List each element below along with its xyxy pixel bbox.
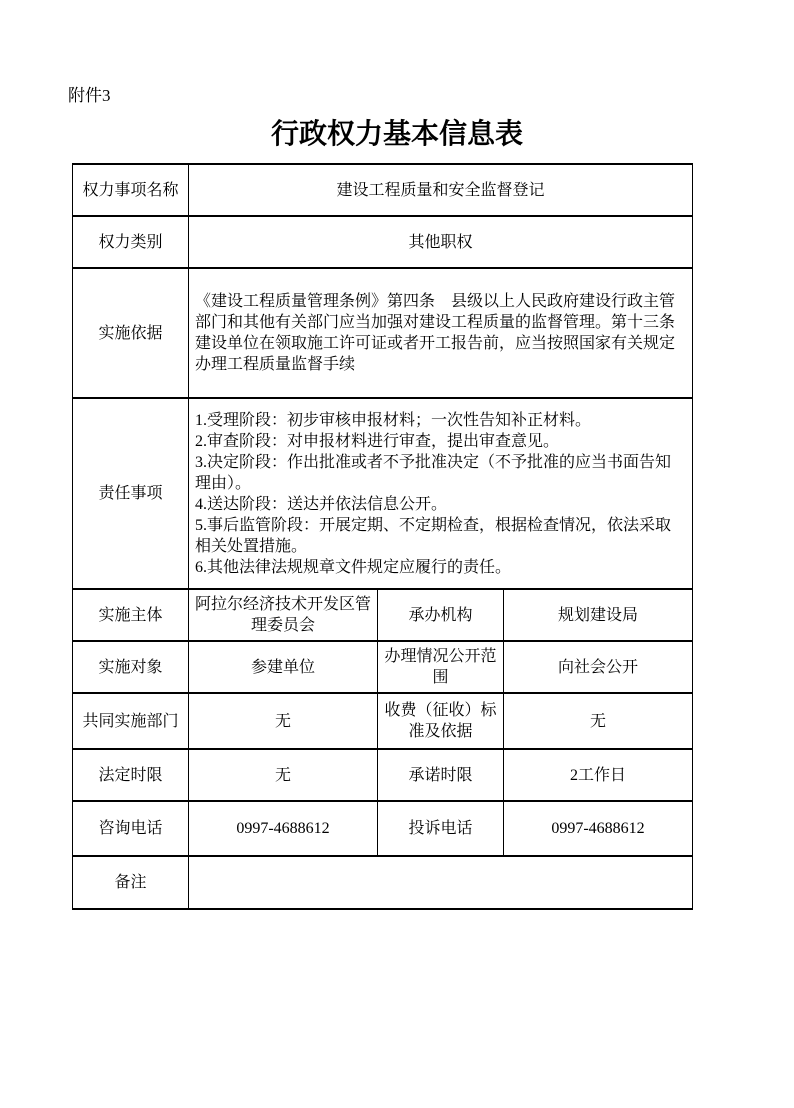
remarks-value: [189, 856, 693, 909]
implementation-basis-label: 实施依据: [73, 268, 189, 398]
table-row: [73, 589, 693, 641]
power-category-label: 权力类别: [73, 216, 189, 268]
info-table: [72, 163, 693, 910]
duty-item-4: 4.送达阶段：送达并依法信息公开。: [195, 495, 448, 513]
promised-time-limit-value: 2工作日: [504, 749, 693, 801]
table-row: [73, 164, 693, 216]
implementation-target-label: 实施对象: [73, 641, 189, 693]
power-item-name-label: 权力事项名称: [73, 164, 189, 216]
fee-standard-label: 收费（征收）标准及依据: [378, 693, 504, 749]
table-row: [73, 268, 693, 398]
handling-agency-label: 承办机构: [378, 589, 504, 641]
table-row: [73, 693, 693, 749]
handling-agency-value: 规划建设局: [504, 589, 693, 641]
page-title: 行政权力基本信息表: [270, 119, 523, 150]
duty-item-5: 5.事后监管阶段：开展定期、不定期检查，根据检查情况，依法采取相关处置措施。: [195, 516, 672, 555]
complaint-phone-value: 0997-4688612: [504, 801, 693, 856]
implementation-basis-value: 《建设工程质量管理条例》第四条 县级以上人民政府建设行政主管部门和其他有关部门应当加强对建设工程质量的监督管理。第十三条 建设单位在领取施工许可证或者开工报告前，应当按照国家有关规定办理工程质量监督手续: [189, 268, 693, 398]
table-row: [73, 801, 693, 856]
inquiry-phone-value: 0997-4688612: [189, 801, 378, 856]
table-row: [73, 641, 693, 693]
joint-implementation-dept-label: 共同实施部门: [73, 693, 189, 749]
inquiry-phone-label: 咨询电话: [73, 801, 189, 856]
responsibility-items-value: [189, 398, 693, 589]
promised-time-limit-label: 承诺时限: [378, 749, 504, 801]
duty-item-1: 1.受理阶段：初步审核申报材料；一次性告知补正材料。: [195, 411, 592, 429]
implementation-target-value: 参建单位: [189, 641, 378, 693]
duty-item-6: 6.其他法律法规规章文件规定应履行的责任。: [195, 558, 512, 576]
duty-item-2: 2.审查阶段：对申报材料进行审查，提出审查意见。: [195, 432, 560, 450]
joint-implementation-dept-value: 无: [189, 693, 378, 749]
power-item-name-value: 建设工程质量和安全监督登记: [189, 164, 693, 216]
disclosure-scope-label: 办理情况公开范围: [378, 641, 504, 693]
table-row: [73, 749, 693, 801]
disclosure-scope-value: 向社会公开: [504, 641, 693, 693]
implementing-body-label: 实施主体: [73, 589, 189, 641]
remarks-label: 备注: [73, 856, 189, 909]
table-row: [73, 856, 693, 909]
statutory-time-limit-value: 无: [189, 749, 378, 801]
complaint-phone-label: 投诉电话: [378, 801, 504, 856]
fee-standard-value: 无: [504, 693, 693, 749]
statutory-time-limit-label: 法定时限: [73, 749, 189, 801]
table-row: [73, 398, 693, 589]
attachment-label: 附件3: [68, 86, 111, 105]
power-category-value: 其他职权: [189, 216, 693, 268]
responsibility-items-label: 责任事项: [73, 398, 189, 589]
duty-item-3: 3.决定阶段：作出批准或者不予批准决定（不予批准的应当书面告知理由）。: [195, 453, 672, 492]
table-row: [73, 216, 693, 268]
implementing-body-value: 阿拉尔经济技术开发区管理委员会: [189, 589, 378, 641]
